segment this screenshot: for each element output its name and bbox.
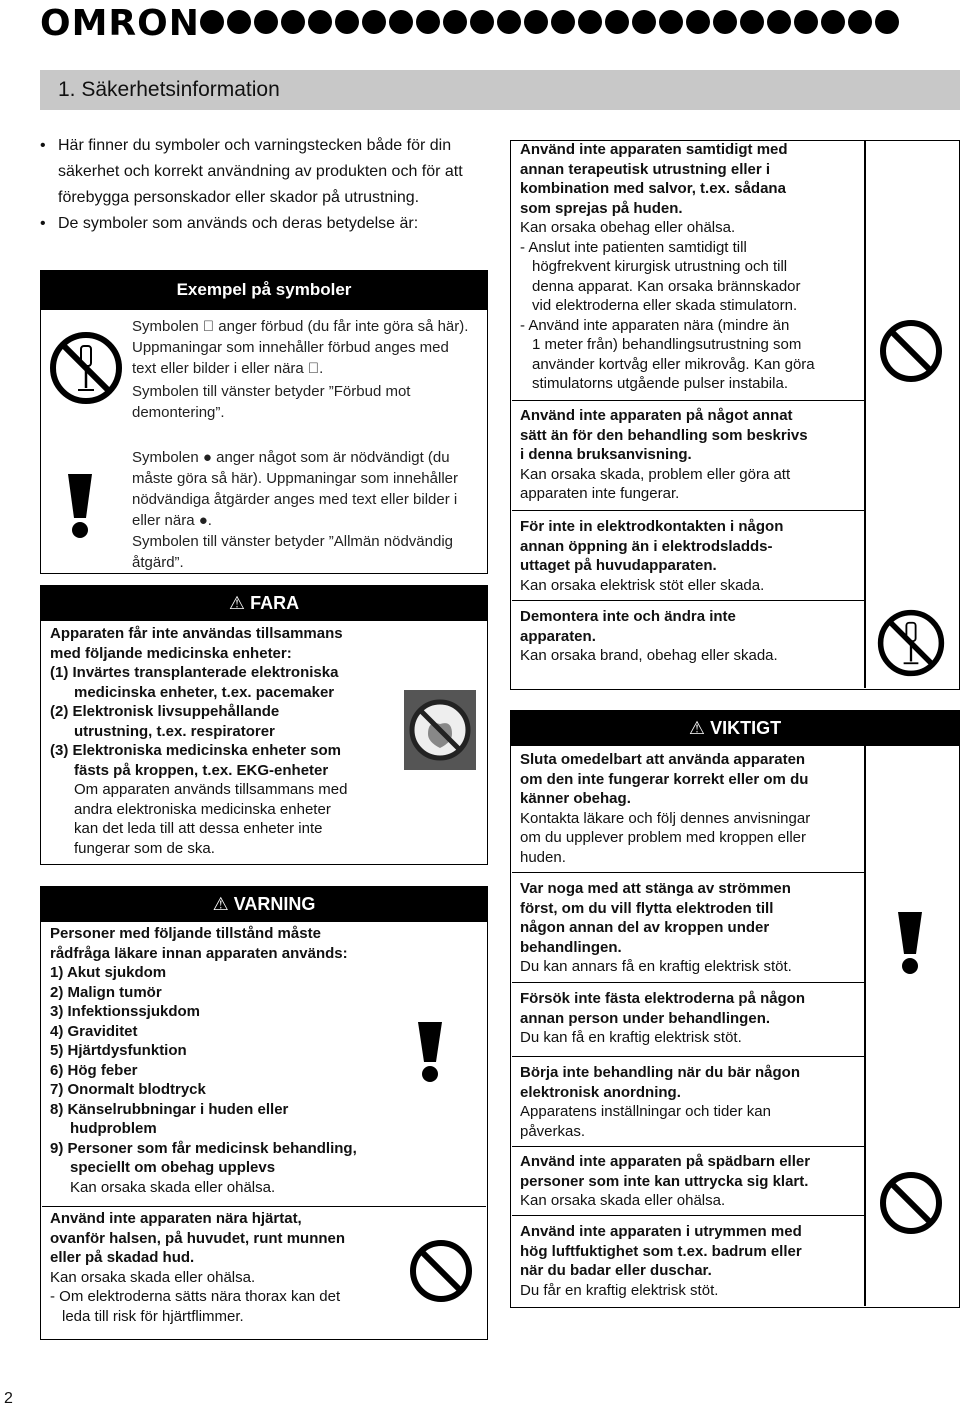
text-line: behandlingen. <box>520 938 622 956</box>
text-line: Använd inte apparaten samtidigt med <box>520 141 788 158</box>
symbols-heading: Exempel på symboler <box>40 270 488 310</box>
text-line: påverkas. <box>520 1122 586 1140</box>
divider <box>512 400 864 401</box>
varning-item: 5) Hjärtdysfunktion <box>50 1042 187 1059</box>
no-disassembly-icon <box>876 608 946 678</box>
text-line: stimulatorns utgående pulser instabila. <box>532 375 788 392</box>
prohibit-symbol-text-3: Symbolen till vänster betyder ”Förbud mot demontering”. <box>132 383 411 421</box>
no-disassembly-icon <box>48 330 124 406</box>
text-line: huden. <box>520 848 566 866</box>
right-section-3 <box>520 517 860 595</box>
varning-content <box>50 924 430 1197</box>
viktigt-section-5 <box>520 1152 860 1211</box>
text-line: denna apparat. Kan orsaka brännskador <box>532 277 801 295</box>
text-line: Använd inte apparaten på något annat <box>520 407 793 424</box>
viktigt-section-3 <box>520 989 860 1048</box>
warning-triangle-icon: ⚠ <box>228 593 246 613</box>
viktigt-section-1 <box>520 750 860 867</box>
prohibit-symbol-text: Symbolen ⃠ anger förbud (du får inte göra så här). <box>132 318 469 335</box>
text-line: annan person under behandlingen. <box>520 1009 771 1027</box>
text-line: Börja inte behandling när du bär någon <box>520 1064 801 1081</box>
fara-line: medicinska enheter, t.ex. pacemaker <box>74 683 335 701</box>
fara-line: (2) Elektronisk livsuppehållande <box>50 703 280 720</box>
varning-line: Personer med följande tillstånd måste <box>50 925 321 942</box>
prohibit-symbol-text-2: Uppmaningar som innehåller förbud anges med text eller bilder i eller nära ⃠. <box>132 339 449 377</box>
text-line: Kontakta läkare och följ dennes anvisningar <box>520 809 811 827</box>
text-line: Använd inte apparaten i utrymmen med <box>520 1223 802 1240</box>
text-line: vid elektroderna eller skada stimulatorn. <box>532 297 798 314</box>
section-title: 1. Säkerhetsinformation <box>58 78 280 101</box>
exclamation-mandatory-icon <box>412 1020 448 1084</box>
prohibited-icon <box>878 318 944 384</box>
varning-item: 8) Känselrubbningar i huden eller <box>50 1100 289 1118</box>
text-line: använder kortvåg eller mikrovåg. Kan göra <box>532 355 815 373</box>
varning-item: 1) Akut sjukdom <box>50 964 167 981</box>
divider <box>512 510 864 511</box>
varning-line: Kan orsaka skada eller ohälsa. <box>70 1178 276 1196</box>
omron-logo: OMRON <box>40 3 200 44</box>
fara-line: (1) Invärtes transplanterade elektroniska <box>50 664 339 681</box>
right-section-2 <box>520 406 860 504</box>
varning-heading-label: VARNING <box>233 894 316 914</box>
text-line: - Använd inte apparaten nära (mindre än <box>520 316 790 334</box>
divider <box>864 746 866 1306</box>
varning-item: 7) Onormalt blodtryck <box>50 1081 206 1098</box>
text-line: apparaten. <box>520 627 596 645</box>
text-line: Du kan annars få en kraftig elektrisk stöt. <box>520 958 792 975</box>
fara-line: fästs på kroppen, t.ex. EKG-enheter <box>74 761 329 779</box>
no-pacemaker-icon <box>404 690 476 770</box>
text-line: Apparatens inställningar och tider kan <box>520 1103 771 1120</box>
text-line: om du upplever problem med kroppen eller <box>520 829 806 846</box>
fara-line: Om apparaten används tillsammans med <box>74 781 348 798</box>
viktigt-section-4 <box>520 1063 860 1141</box>
text-line: annan terapeutisk utrustning eller i <box>520 160 771 178</box>
text-line: uttaget på huvudapparaten. <box>520 557 717 574</box>
header-dots-decoration <box>200 10 899 34</box>
fara-heading <box>40 585 488 621</box>
viktigt-heading-label: VIKTIGT <box>710 718 782 738</box>
fara-heading-label: FARA <box>250 593 300 613</box>
text-line: kombination med salvor, t.ex. sådana <box>520 180 786 197</box>
text-line: Var noga med att stänga av strömmen <box>520 880 791 897</box>
varning-item: 4) Graviditet <box>50 1022 138 1040</box>
text-line: hög luftfuktighet som t.ex. badrum eller <box>520 1242 802 1260</box>
fara-line: med följande medicinska enheter: <box>50 644 292 662</box>
text-line: någon annan del av kroppen under <box>520 919 770 936</box>
intro-bullets <box>40 133 490 237</box>
varning-line: ovanför halsen, på huvudet, runt munnen <box>50 1229 346 1247</box>
text-line: när du badar eller duschar. <box>520 1262 712 1279</box>
intro-bullet-1: • Här finner du symboler och varningstecken både för din säkerhet och korrekt användning av produkten och för att förebygga personskador eller skador på utrustning. <box>40 133 490 211</box>
mandatory-symbol-text: Symbolen ● anger något som är nödvändigt (du måste göra så här). Uppmaningar som innehåller nödvändiga åtgärder anges med text eller bilder i eller nära ●. <box>132 449 458 529</box>
varning-line: rådfråga läkare innan apparaten används: <box>50 944 348 962</box>
varning-item: 6) Hög feber <box>50 1061 138 1079</box>
text-line: 1 meter från) behandlingsutrustning som <box>532 336 802 353</box>
text-line: Sluta omedelbart att använda apparaten <box>520 751 806 768</box>
text-line: i denna bruksanvisning. <box>520 446 692 463</box>
varning-line: - Om elektroderna sätts nära thorax kan det <box>50 1288 341 1305</box>
fara-line: fungerar som de ska. <box>74 839 215 857</box>
text-line: Kan orsaka elektrisk stöt eller skada. <box>520 576 765 594</box>
text-line: känner obehag. <box>520 790 631 807</box>
divider <box>42 1206 486 1207</box>
divider <box>512 1056 864 1057</box>
warning-triangle-icon: ⚠ <box>688 718 706 738</box>
prohibited-icon <box>878 1170 944 1236</box>
fara-line: Apparaten får inte användas tillsammans <box>50 625 343 642</box>
viktigt-section-2 <box>520 879 860 977</box>
right-section-4 <box>520 607 860 666</box>
fara-content <box>50 624 410 858</box>
exclamation-mandatory-icon <box>60 470 100 540</box>
varning-item: 3) Infektionssjukdom <box>50 1003 201 1020</box>
fara-line: utrustning, t.ex. respiratorer <box>74 722 275 740</box>
divider <box>512 1146 864 1147</box>
fara-line: andra elektroniska medicinska enheter <box>74 800 331 818</box>
exclamation-mandatory-icon <box>892 910 928 976</box>
text-line: Demontera inte och ändra inte <box>520 608 736 625</box>
divider <box>512 872 864 873</box>
text-line: Försök inte fästa elektroderna på någon <box>520 990 806 1007</box>
text-line: först, om du vill flytta elektroden till <box>520 899 774 917</box>
divider <box>512 600 864 601</box>
intro-bullet-2: • De symboler som används och deras betydelse är: <box>40 211 490 237</box>
varning-line: Kan orsaka skada eller ohälsa. <box>50 1268 256 1286</box>
right-section-1 <box>520 140 860 394</box>
warning-triangle-icon: ⚠ <box>212 894 229 914</box>
text-line: som sprejas på huden. <box>520 199 683 217</box>
text-line: högfrekvent kirurgisk utrustning och till <box>532 258 788 275</box>
varning-item: 2) Malign tumör <box>50 983 162 1001</box>
fara-line: kan det leda till att dessa enheter inte <box>74 820 323 837</box>
viktigt-heading <box>510 710 960 746</box>
text-line: Kan orsaka brand, obehag eller skada. <box>520 647 778 664</box>
text-line: Du får en kraftig elektrisk stöt. <box>520 1281 719 1299</box>
text-line: Använd inte apparaten på spädbarn eller <box>520 1153 811 1170</box>
varning-line: leda till risk för hjärtflimmer. <box>62 1307 244 1325</box>
varning-item: hudproblem <box>70 1120 157 1137</box>
fara-line: (3) Elektroniska medicinska enheter som <box>50 742 341 759</box>
text-line: För inte in elektrodkontakten i någon <box>520 518 784 535</box>
varning-heading <box>40 886 488 922</box>
prohibited-icon <box>408 1238 474 1304</box>
mandatory-symbol-text-2: Symbolen till vänster betyder ”Allmän nödvändig åtgärd”. <box>132 533 453 571</box>
varning-item: 9) Personer som får medicinsk behandling, <box>50 1139 357 1157</box>
text-line: sätt än för den behandling som beskrivs <box>520 426 808 444</box>
text-line: Kan orsaka obehag eller ohälsa. <box>520 219 736 236</box>
viktigt-section-6 <box>520 1222 860 1300</box>
divider <box>512 1215 864 1216</box>
text-line: om den inte fungerar korrekt eller om du <box>520 770 809 788</box>
varning-content-2 <box>50 1209 430 1326</box>
text-line: - Anslut inte patienten samtidigt till <box>520 238 747 256</box>
varning-line: eller på skadad hud. <box>50 1249 195 1266</box>
page-number: 2 <box>4 1390 13 1407</box>
text-line: apparaten inte fungerar. <box>520 485 680 502</box>
text-line: Kan orsaka skada, problem eller göra att <box>520 465 791 483</box>
varning-line: Använd inte apparaten nära hjärtat, <box>50 1210 302 1227</box>
text-line: elektronisk anordning. <box>520 1083 681 1101</box>
divider <box>512 982 864 983</box>
text-line: Kan orsaka skada eller ohälsa. <box>520 1192 726 1209</box>
divider <box>864 140 866 688</box>
text-line: annan öppning än i elektrodsladds- <box>520 537 773 555</box>
text-line: Du kan få en kraftig elektrisk stöt. <box>520 1029 742 1046</box>
varning-item: speciellt om obehag upplevs <box>70 1159 276 1176</box>
text-line: personer som inte kan uttrycka sig klart. <box>520 1172 809 1190</box>
